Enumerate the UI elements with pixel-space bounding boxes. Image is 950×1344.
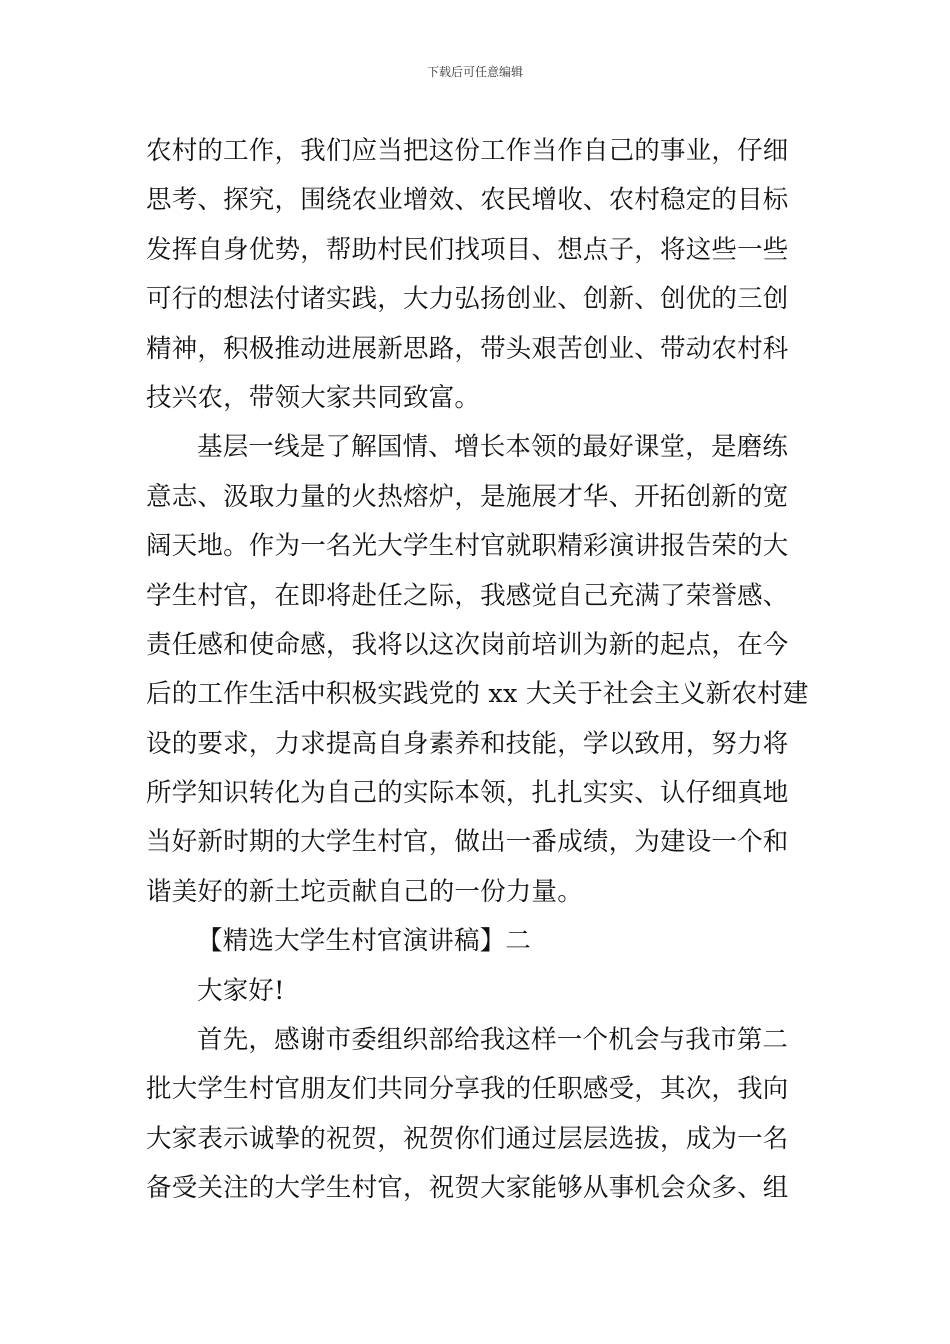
text-line: 批大学生村官朋友们共同分享我的任职感受，其次，我向 [146, 1074, 789, 1105]
text-line: 学生村官，在即将赴任之际，我感觉自己充满了荣誉感、 [146, 580, 789, 611]
text-line: 谐美好的新土坨贡献自己的一份力量。 [146, 876, 583, 907]
text-line: 设的要求，力求提高自身素养和技能，学以致用，努力将 [146, 728, 789, 759]
document-body [146, 127, 810, 1214]
page-header: 下载后可任意编辑 [426, 65, 523, 79]
text-line: 后的工作生活中积极实践党的 xx 大关于社会主义新农村建 [146, 679, 809, 710]
text-line: 所学知识转化为自己的实际本领，扎扎实实、认仔细真地 [146, 778, 789, 809]
text-line: 当好新时期的大学生村官，做出一番成绩，为建设一个和 [146, 827, 789, 858]
paragraph-start-line: 基层一线是了解国情、增长本领的最好课堂，是磨练 [197, 432, 789, 463]
text-line: 意志、汲取力量的火热熔炉，是施展才华、开拓创新的宽 [146, 481, 789, 512]
paragraph-start-line: 首先，感谢市委组织部给我这样一个机会与我市第二 [197, 1025, 789, 1056]
text-line: 责任感和使命感，我将以这次岗前培训为新的起点，在今 [146, 629, 789, 660]
text-line: 阔天地。作为一名光大学生村官就职精彩演讲报告荣的大 [146, 531, 789, 562]
text-line: 农村的工作，我们应当把这份工作当作自己的事业，仔细 [146, 136, 789, 166]
text-line: 备受关注的大学生村官，祝贺大家能够从事机会众多、组 [146, 1173, 789, 1204]
text-line: 大家表示诚挚的祝贺，祝贺你们通过层层选拔，成为一名 [146, 1123, 789, 1154]
text-line: 精神，积极推动进展新思路，带头艰苦创业、带动农村科 [146, 333, 789, 364]
text-line: 可行的想法付诸实践，大力弘扬创业、创新、创优的三创 [146, 284, 789, 315]
text-line: 发挥自身优势，帮助村民们找项目、想点子，将这些一些 [146, 234, 789, 265]
text-line: 思考、探究，围绕农业增效、农民增收、农村稳定的目标 [146, 185, 789, 216]
text-line: 技兴农，带领大家共同致富。 [146, 382, 481, 413]
section-heading: 【精选大学生村官演讲稿】二 [197, 926, 532, 957]
greeting-line: 大家好! [197, 975, 285, 1006]
